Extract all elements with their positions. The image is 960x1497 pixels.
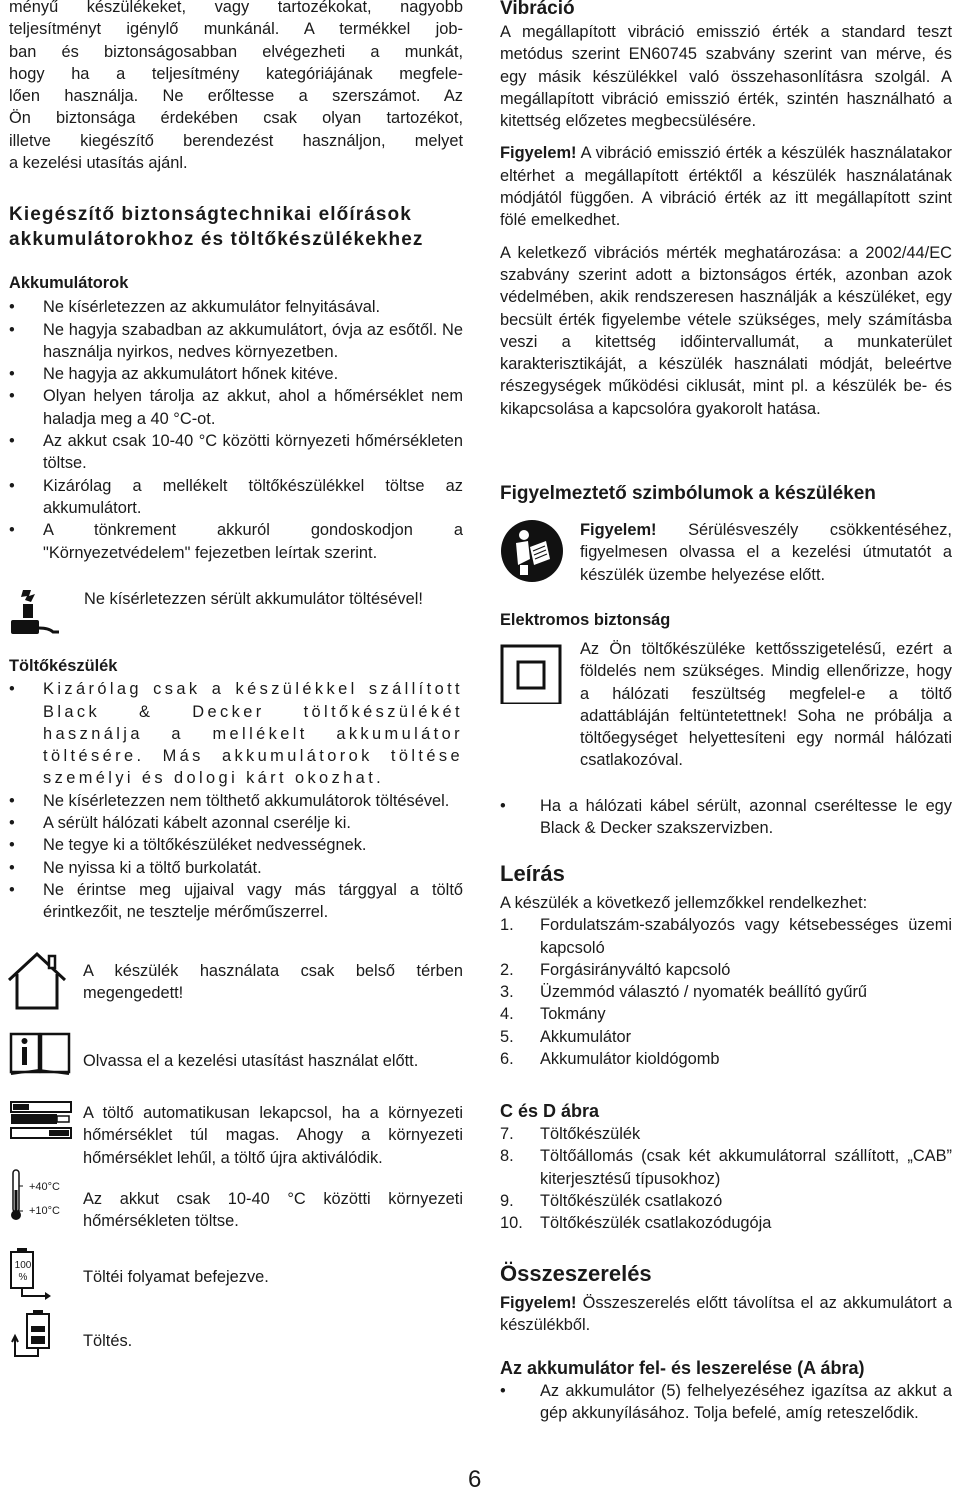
warning-text: Sérülésveszély csökkentéséhez, figyelmesen olvassa el a kezelési útmutatót a készülék üzembe helyezése előtt. <box>580 521 952 584</box>
list-text: Fordulatszám-szabályozós vagy kétsebességes üzemi kapcsoló <box>540 916 952 957</box>
symbols-heading: Figyelmeztető szimbólumok a készüléken <box>500 483 876 504</box>
list-item-text: Kizárólag csak a készülékkel szállított Black & Decker töltőkészülékét használja a mellékelt akkumulátor töltésére. Más akkumulátorok töltése személyi és dologi kárt okozhat. <box>43 680 463 788</box>
list-item <box>500 1190 952 1212</box>
list-number: 5. <box>500 1027 514 1046</box>
list-item: • Ha a hálózati kábel sérült, azonnal cseréltesse le egy Black & Decker szakszervizben. <box>500 795 952 840</box>
intro-line: ban és biztonságosabban elvégezheti a munkát, <box>9 42 463 61</box>
safety-heading <box>9 202 463 252</box>
battery-charging-icon <box>9 1310 65 1364</box>
double-insulation-row <box>500 638 952 772</box>
list-number: 6. <box>500 1050 514 1069</box>
electrical-heading: Elektromos biztonság <box>500 611 671 629</box>
list-text: Töltőkészülék csatlakozó <box>540 1191 723 1210</box>
list-text: Akkumulátor <box>540 1027 632 1046</box>
battery-list <box>9 296 463 564</box>
list-item <box>500 1212 952 1234</box>
intro-line: hogy ha a teljesítmény kategóriájának megfele- <box>9 64 463 83</box>
list-item: • Ne érintse meg ujjaival vagy más tárggyal a töltő érintkezőit, ne tesztelje mérőműszerrel. <box>9 879 463 924</box>
list-item: • Az akkut csak 10-40 °C közötti környezeti hőmérsékleten töltse. <box>9 430 463 475</box>
list-text: Üzemmód választó / nyomaték beállító gyűrű <box>540 983 868 1002</box>
charging-text: Töltés. <box>83 1332 133 1350</box>
list-text: Tokmány <box>540 1005 606 1024</box>
warning-label: Figyelem! <box>580 521 657 539</box>
manual-text: Olvassa el a kezelési utasítást használat előtt. <box>83 1052 419 1070</box>
list-number: 7. <box>500 1125 514 1143</box>
list-number: 1. <box>500 916 514 935</box>
vibration-paragraph: A keletkező vibrációs mérték meghatározása: a 2002/44/EC szabvány szerint adott a biztonságos érték, azonban azok védelmében, akik rendszeresen használják a készüléket, egy becsült érték figyelembe vétele szükséges, mely számításba veszi a kitettség időintervallumát, a munkaterület karakterisztikáját, a készülék használati módját, beleértve részegységek működési ciklusát, mint pl. a készülék be- és kikapcsolása a kapcsolóra gyakorolt hatása. <box>500 243 952 418</box>
assembly-warning <box>500 1292 952 1337</box>
list-item: • Az akkumulátor (5) felhelyezéséhez igazítsa az akkut a gép akkunyílásához. Tolja befelé, amíg reteszelődik. <box>500 1380 952 1425</box>
intro-line: illetve kiegészítő berendezést használjon, melyet <box>9 131 463 150</box>
intro-line: lően használja. Ne erőltesse a szerszámot. Az <box>9 87 463 106</box>
charger-list <box>9 678 463 923</box>
list-text: Töltőkészülék <box>540 1125 641 1143</box>
list-text: Forgásirányváltó kapcsoló <box>540 960 731 979</box>
list-item <box>500 981 952 1003</box>
list-number: 9. <box>500 1191 514 1210</box>
warning-text: A vibráció emisszió érték a készülék használatakor eltérhet a megállapított értéktől a készülék használatának módjától függően. A vibráció érték az itt megállapított szint fölé emelkedhet. <box>500 144 952 230</box>
book-icon <box>9 1030 71 1076</box>
warning-label: Figyelem! <box>500 144 577 163</box>
safety-heading-line: Kiegészítő biztonságtechnikai előírások <box>9 204 412 225</box>
temperature-text: Az akkut csak 10-40 °C közötti környezeti hőmérsékleten töltse. <box>83 1190 463 1231</box>
vibration-heading: Vibráció <box>500 0 575 19</box>
read-manual-icon <box>500 519 564 583</box>
list-item <box>500 1048 952 1070</box>
list-item: • Ne tegye ki a töltőkészüléket nedvességnek. <box>9 834 463 856</box>
list-number: 10. <box>500 1214 523 1233</box>
warning-label: Figyelem! <box>500 1294 577 1312</box>
description-intro: A készülék a következő jellemzőkkel rendelkezhet: <box>500 894 868 912</box>
cd-list <box>500 1123 952 1234</box>
list-item: • Ne nyissa ki a töltő burkolatát. <box>9 857 463 879</box>
battery-mount-list <box>500 1380 952 1425</box>
vibration-warning <box>500 142 952 231</box>
warning-text: Összeszerelés előtt távolítsa el az akkumulátort a készülékből. <box>500 1294 952 1335</box>
list-item: • Ne hagyja szabadban az akkumulátort, óvja az esőtől. Ne használja nyirkos, nedves környezetben. <box>9 319 463 364</box>
list-item: • Ne hagyja az akkumulátort hőnek kitéve. <box>9 363 463 385</box>
charger-heading: Töltőkészülék <box>9 657 118 675</box>
list-number: 8. <box>500 1147 514 1166</box>
intro-paragraph <box>9 0 463 174</box>
list-item <box>500 959 952 981</box>
damaged-battery-icon <box>9 588 61 640</box>
temp-label-high: +40°C <box>29 1181 61 1193</box>
electrical-text: Az Ön töltőkészüléke kettősszigetelésű, ezért a földelés nem szükséges. Mindig ellenőrizze, hogy a hálózati feszültség megfelel-e a töltő adattábláján feltüntetettnek! Soha ne próbálja a töltőegységet helyettesíteni egy normál hálózati csatlakozóval. <box>580 640 952 770</box>
list-text: Töltőállomás (csak két akkumulátorral szállított, „CAB” kiterjesztésű típusokhoz) <box>540 1147 952 1188</box>
assembly-heading: Összeszerelés <box>500 1261 652 1286</box>
list-number: 2. <box>500 960 514 979</box>
damaged-warning: Ne kísérletezzen sérült akkumulátor töltésével! <box>84 590 423 608</box>
read-manual-symbol-row <box>500 519 952 586</box>
house-icon <box>5 950 69 1012</box>
list-item <box>500 914 952 959</box>
intro-line: a kezelési utasítás ajánl. <box>9 154 188 173</box>
list-item: • Ne kísérletezzen az akkumulátor felnyitásával. <box>9 296 463 318</box>
thermal-cutoff-icon <box>9 1100 73 1142</box>
list-item <box>500 1003 952 1025</box>
list-number: 3. <box>500 983 514 1002</box>
full-label: 100 % <box>14 1260 32 1283</box>
thermal-text: A töltő automatikusan lekapcsol, ha a környezeti hőmérséklet túl magas. Ahogy a környezeti hőmérséklet lehűl, a töltő újra aktiválódik. <box>83 1104 463 1167</box>
vibration-paragraph: A megállapított vibráció emisszió érték a standard teszt metódus szerint EN60745 szabvány szerint van mérve, és egy másik készülékkel való összehasonlításra szolgál. A megállapított vibráció emisszió érték, szintén használható a kitettség előzetes megbecsülésére. <box>500 23 952 131</box>
safety-heading-line: akkumulátorokhoz és töltőkészülékekhez <box>9 229 424 250</box>
list-item <box>500 1145 952 1190</box>
battery-heading: Akkumulátorok <box>9 274 129 292</box>
intro-line: Ön biztonsága érdekében csak olyan tartozékot, <box>9 109 463 128</box>
intro-line: ményű készülékeket, vagy tartozékokat, nagyobb <box>9 0 463 16</box>
list-item <box>500 1026 952 1048</box>
double-insulation-icon <box>500 638 566 704</box>
list-item: • A tönkrement akkuról gondoskodjon a "Környezetvédelem" fejezetben leírtak szerint. <box>9 519 463 564</box>
features-list <box>500 914 952 1070</box>
list-text: Akkumulátor kioldógomb <box>540 1050 720 1069</box>
temp-label-low: +10°C <box>29 1205 61 1217</box>
list-item: • Kizárólag a mellékelt töltőkészülékkel töltse az akkumulátort. <box>9 475 463 520</box>
page-number: 6 <box>468 1466 482 1493</box>
cd-heading: C és D ábra <box>500 1101 600 1121</box>
intro-line: teljesítményt igénylő munkánál. A termékkel job- <box>9 20 463 39</box>
description-heading: Leírás <box>500 861 565 886</box>
full-charge-text: Töltéi folyamat befejezve. <box>83 1268 269 1286</box>
battery-mount-heading: Az akkumulátor fel- és leszerelése (A ábra) <box>500 1358 865 1378</box>
electrical-list <box>500 795 952 840</box>
read-manual-text <box>580 519 952 586</box>
indoor-text: A készülék használata csak belső térben megengedett! <box>83 962 463 1003</box>
list-item: • A sérült hálózati kábelt azonnal cserélje ki. <box>9 812 463 834</box>
list-item <box>9 678 463 789</box>
list-item: • Olyan helyen tárolja az akkut, ahol a hőmérséklet nem haladja meg a 40 °C-ot. <box>9 385 463 430</box>
list-item: • Ne kísérletezzen nem tölthető akkumulátorok töltésével. <box>9 790 463 812</box>
list-text: Töltőkészülék csatlakozódugója <box>540 1214 772 1233</box>
list-number: 4. <box>500 1005 514 1024</box>
list-item <box>500 1123 952 1145</box>
